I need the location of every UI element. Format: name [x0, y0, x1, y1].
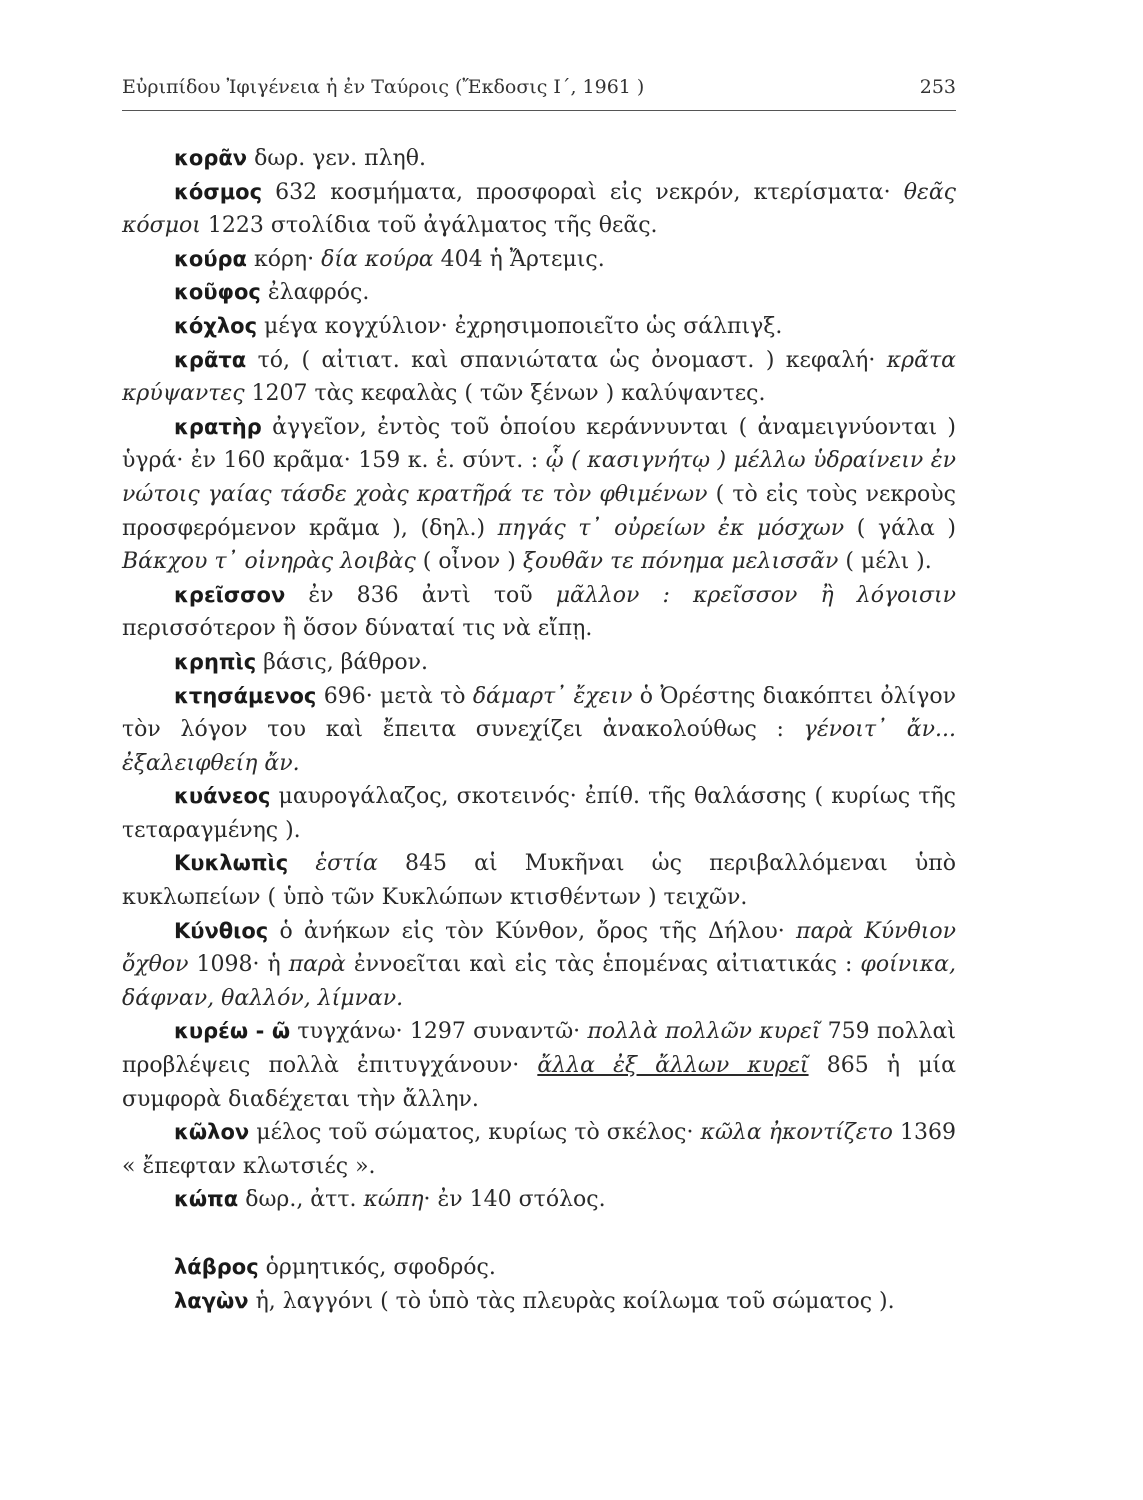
entry-citation: ἑστία [315, 851, 378, 877]
header-title: Εὐριπίδου Ἰφιγένεια ἡ ἐν Ταύροις (Ἔκδοσις Ι΄, 1961 ) [122, 76, 645, 98]
glossary-entry [122, 310, 956, 344]
entry-definition: ( οἶνον ) [415, 549, 523, 575]
entry-citation: πηγάς τ᾽ οὐρείων ἐκ μόσχων [497, 515, 845, 541]
entry-definition: ὁ Ὀρέστης διακόπτει ὀλίγον τὸν λόγον του καὶ ἔπειτα συνεχίζει ἀνακολούθως : [122, 683, 957, 743]
entry-headword: κοῦφος [174, 280, 261, 305]
entry-definition: 865 ἡ μία συμφορὰ διαδέχεται τὴν ἄλλην. [122, 1053, 956, 1112]
entry-definition: τυγχάνω· 1297 συναντῶ· [290, 1019, 588, 1045]
entry-definition: μέλος τοῦ σώματος, κυρίως τὸ σκέλος· [249, 1120, 701, 1146]
entry-citation: ξουθᾶν τε πόνημα μελισσᾶν [522, 549, 839, 575]
entry-headword: κτησάμενος [174, 683, 317, 708]
glossary-entry [122, 276, 956, 310]
entry-headword: κορᾶν [174, 146, 248, 170]
entry-citation: φοίνικα, δάφναν, θαλλόν, λίμναν. [122, 952, 956, 1011]
glossary-entry [122, 680, 956, 781]
entry-definition: ἐλαφρός. [260, 280, 370, 306]
glossary-entry [122, 1116, 956, 1183]
entry-headword: κρατὴρ [174, 414, 262, 439]
entry-citation: κώπη [363, 1187, 424, 1213]
entry-definition: μέγα κογχύλιον· ἐχρησιμοποιεῖτο ὡς σάλπιγξ. [257, 313, 783, 339]
entry-definition: 696· μετὰ τὸ [316, 683, 473, 709]
entry-headword: κόχλος [174, 313, 258, 338]
entry-definition: 1369 « ἔπεφταν κλωτσιές ». [122, 1120, 956, 1179]
glossary-entry [122, 1285, 956, 1319]
glossary-entry [122, 1183, 956, 1217]
entry-headword: κῶλον [174, 1120, 250, 1145]
entry-headword: κόσμος [174, 179, 263, 204]
glossary-entry [122, 579, 956, 646]
glossary-entry [122, 344, 956, 411]
entry-headword: Κυκλωπὶς [174, 851, 289, 876]
entry-definition: ἐν 836 ἀντὶ τοῦ [285, 582, 556, 608]
entry-citation: παρὰ Κύνθιον ὄχθον [122, 918, 956, 978]
glossary-entries [122, 142, 956, 1318]
entry-definition: · ἐν 140 στόλος. [423, 1187, 606, 1213]
header-rule [122, 110, 956, 111]
glossary-entry [122, 1251, 956, 1285]
glossary-entry [122, 1015, 956, 1116]
entry-citation: κῶλα ἠκοντίζετο [700, 1120, 893, 1146]
entry-definition: ( μέλι ). [838, 549, 932, 575]
entry-definition: 632 κοσμήματα, προσφοραὶ εἰς νεκρόν, κτερίσματα· [262, 179, 904, 205]
entry-headword: κρηπὶς [174, 649, 257, 674]
entry-headword: κρᾶτα [174, 347, 247, 372]
entry-headword: κυάνεος [174, 784, 271, 809]
entry-definition: βάσις, βάθρον. [256, 649, 429, 675]
entry-definition: τό, ( αἰτιατ. καὶ σπανιώτατα ὡς ὀνομαστ. ) κεφαλή· [246, 347, 887, 373]
entry-citation: δάμαρτ᾽ ἔχειν [472, 683, 633, 709]
glossary-entry [122, 243, 956, 277]
entry-headword: κρεῖσσον [174, 582, 286, 607]
entry-citation: θεᾶς κόσμοι [122, 179, 956, 239]
entry-definition: μαυρογάλαζος, σκοτεινός· ἐπίθ. τῆς θαλάσσης ( κυρίως τῆς τεταραγμένης ). [122, 784, 956, 843]
entry-citation: κρᾶτα κρύψαντες [122, 347, 956, 407]
entry-definition: 404 ἡ Ἄρτεμις. [433, 246, 605, 272]
entry-headword: λαγὼν [174, 1288, 249, 1313]
entry-definition: 1098· ἡ [188, 952, 289, 978]
glossary-entry [122, 646, 956, 680]
entry-citation: πολλὰ πολλῶν κυρεῖ [587, 1019, 821, 1045]
entry-citation: Βάκχου τ᾽ οἰνηρὰς λοιβὰς [122, 549, 416, 575]
entry-citation: παρὰ [288, 952, 346, 978]
glossary-entry [122, 915, 956, 1016]
entry-definition: ἐννοεῖται καὶ εἰς τὰς ἑπομένας αἰτιατικάς : [345, 952, 861, 978]
section-gap [122, 1217, 956, 1251]
glossary-entry [122, 176, 956, 243]
entry-definition: ( τὸ εἰς τοὺς νεκροὺς προσφερόμενον κρᾶμα ), (δηλ.) [122, 481, 956, 541]
entry-citation: ᾧ ( κασιγνήτῳ ) μέλλω ὑδραίνειν ἐν νώτοις γαίας τάσδε χοὰς κρατῆρά τε τὸν φθιμένων [122, 448, 956, 507]
entry-definition: ὁ ἀνήκων εἰς τὸν Κύνθον, ὄρος τῆς Δήλου· [268, 918, 796, 944]
entry-definition: περισσότερον ἢ ὅσον δύναταί τις νὰ εἴπῃ. [122, 616, 593, 642]
page-number: 253 [919, 76, 956, 98]
glossary-entry [122, 411, 956, 579]
entry-definition: ( γάλα ) [844, 515, 956, 541]
entry-definition: κόρη· [247, 246, 322, 272]
glossary-entry [122, 142, 956, 176]
entry-definition: δωρ., ἀττ. [238, 1187, 364, 1213]
entry-citation: μᾶλλον : κρεῖσσον ἢ λόγοισιν [555, 582, 956, 608]
entry-definition: δωρ. γεν. πληθ. [247, 146, 426, 171]
entry-definition: ἀγγεῖον, ἐντὸς τοῦ ὁποίου κεράννυνται ( ἀναμειγνύονται ) ὑγρά· ἐν 160 κρᾶμα· 159 κ. ἑ. σύντ. : [122, 414, 956, 474]
entry-definition: 1223 στολίδια τοῦ ἀγάλματος τῆς θεᾶς. [200, 213, 658, 239]
entry-definition: 845 αἱ Μυκῆναι ὡς περιβαλλόμεναι ὑπὸ κυκλωπείων ( ὑπὸ τῶν Κυκλώπων κτισθέντων ) τειχῶν. [122, 851, 956, 911]
glossary-entry [122, 847, 956, 914]
entry-headword: κώπα [174, 1187, 239, 1212]
entry-headword: κυρέω - ῶ [174, 1019, 291, 1044]
entry-citation: ἄλλα ἐξ ἄλλων κυρεῖ [537, 1053, 809, 1079]
entry-headword: λάβρος [174, 1255, 259, 1279]
entry-definition: ἡ, λαγγόνι ( τὸ ὑπὸ τὰς πλευρὰς κοίλωμα τοῦ σώματος ). [248, 1288, 895, 1314]
running-header [122, 76, 956, 98]
entry-citation: δία κούρα [321, 246, 434, 272]
entry-citation: γένοιτ᾽ ἄν... ἐξαλειφθείη ἄν. [122, 717, 956, 776]
glossary-entry [122, 780, 956, 847]
entry-headword: Κύνθιος [174, 918, 269, 943]
entry-definition: ὁρμητικός, σφοδρός. [258, 1255, 496, 1280]
entry-definition: 1207 τὰς κεφαλὰς ( τῶν ξένων ) καλύψαντες. [244, 381, 766, 407]
entry-definition [288, 851, 315, 876]
entry-definition: 759 πολλαὶ προβλέψεις πολλὰ ἐπιτυγχάνουν· [122, 1019, 956, 1079]
entry-headword: κούρα [174, 246, 247, 271]
